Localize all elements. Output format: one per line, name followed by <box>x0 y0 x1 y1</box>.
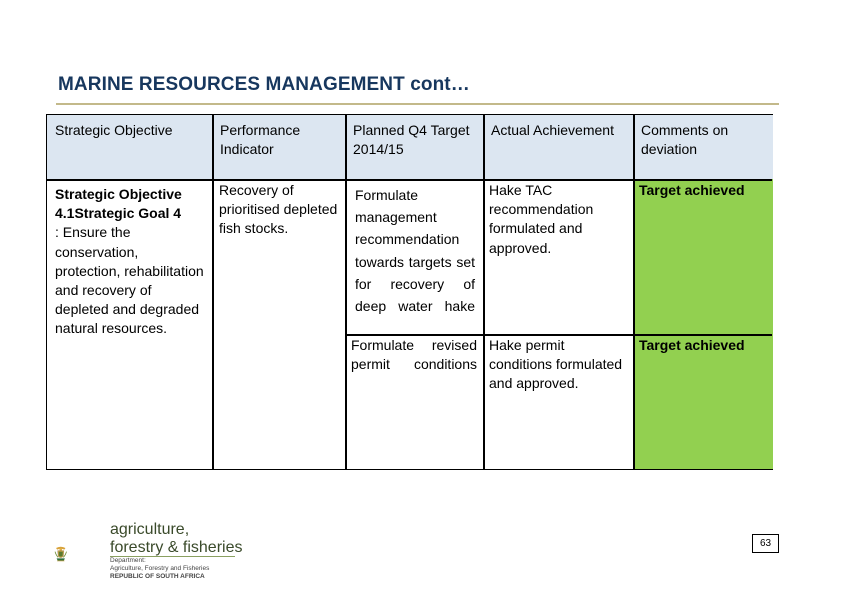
department-name <box>110 557 209 581</box>
column-divider <box>212 115 214 469</box>
objective-goal: 4.1Strategic Goal 4 <box>55 205 182 222</box>
header-performance-indicator: Performance Indicator <box>212 115 345 179</box>
objective-label: Strategic Objective <box>55 186 182 202</box>
performance-indicator-cell: Recovery of prioritised depleted fish stocks. <box>219 182 338 237</box>
column-divider <box>483 115 485 469</box>
comment-1: Target achieved <box>639 182 745 198</box>
objective-description: : Ensure the conservation, protection, rehabilitation and recovery of depleted and degraded natural resources. <box>55 224 204 337</box>
country-name: REPUBLIC OF SOUTH AFRICA <box>110 573 205 580</box>
header-actual-achievement: Actual Achievement <box>483 115 633 179</box>
brand-line-2: forestry & fisheries <box>110 538 243 556</box>
brand-line-1: agriculture, <box>110 521 190 538</box>
actual-achievement-2: Hake permit conditions formulated and approved. <box>489 337 623 392</box>
brand-wordmark <box>110 521 242 556</box>
column-divider <box>633 115 635 469</box>
title-divider <box>56 103 779 105</box>
comments-column-fill <box>633 179 773 469</box>
department-label: Department: <box>110 557 146 564</box>
planned-target-2: Formulate revised permit conditions <box>351 337 477 373</box>
department-title: Agriculture, Forestry and Fisheries <box>110 565 210 572</box>
comment-2: Target achieved <box>639 337 745 353</box>
page-number: 63 <box>752 534 779 553</box>
coat-of-arms-icon <box>54 523 106 585</box>
page-title: MARINE RESOURCES MANAGEMENT cont… <box>58 74 470 95</box>
header-comments: Comments on deviation <box>633 115 773 179</box>
actual-achievement-1: Hake TAC recommendation formulated and approved. <box>489 182 594 256</box>
results-table <box>46 114 773 470</box>
header-strategic-objective: Strategic Objective <box>47 115 212 179</box>
planned-target-1: Formulate management recommendation towards targets set for recovery of deep water hake <box>355 187 475 315</box>
header-planned-target: Planned Q4 Target 2014/15 <box>345 115 483 179</box>
strategic-objective-cell <box>47 185 212 339</box>
